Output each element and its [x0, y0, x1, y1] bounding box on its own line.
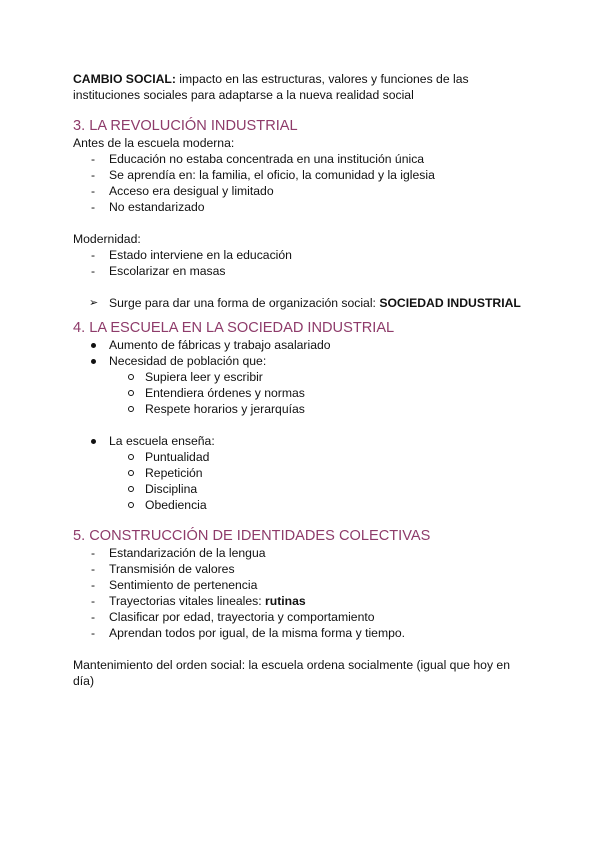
intro-term: CAMBIO SOCIAL: [73, 72, 176, 86]
sub-list-item: Repetición [109, 465, 533, 481]
list-item-label: La escuela enseña: [109, 434, 215, 448]
trajectory-bold: rutinas [265, 594, 306, 608]
section-5-heading: 5. CONSTRUCCIÓN DE IDENTIDADES COLECTIVAS [73, 528, 431, 544]
arrow-text: Surge para dar una forma de organización social: [109, 296, 380, 310]
list-item: - Se aprendía en: la familia, el oficio, la comunidad y la iglesia [73, 167, 533, 183]
sub-list-item: Respete horarios y jerarquías [109, 401, 533, 417]
list-item: - Estandarización de la lengua [73, 545, 533, 561]
section-4-heading: 4. LA ESCUELA EN LA SOCIEDAD INDUSTRIAL [73, 320, 395, 336]
closing-paragraph: Mantenimiento del orden social: la escuela ordena socialmente (igual que hoy en día) [73, 658, 510, 688]
arrow-list [73, 295, 533, 311]
list-item [73, 593, 533, 609]
before-label: Antes de la escuela moderna: [73, 136, 235, 150]
modern-list [73, 247, 533, 279]
list-item: - Transmisión de valores [73, 561, 533, 577]
list-item [73, 353, 533, 417]
modern-label: Modernidad: [73, 232, 141, 246]
teaches-sublist [109, 449, 533, 513]
list-item: - Clasificar por edad, trayectoria y comportamiento [73, 609, 533, 625]
intro-text: impacto en las estructuras, valores y funciones de las instituciones sociales para adaptarse a la nueva realidad social [73, 72, 469, 102]
list-item [73, 433, 533, 513]
sub-list-item: Entendiera órdenes y normas [109, 385, 533, 401]
list-item: - Escolarizar en masas [73, 263, 533, 279]
sub-list-item: Supiera leer y escribir [109, 369, 533, 385]
sub-list-item: Obediencia [109, 497, 533, 513]
list-item: - Sentimiento de pertenencia [73, 577, 533, 593]
section-3-heading: 3. LA REVOLUCIÓN INDUSTRIAL [73, 118, 298, 134]
intro-paragraph [73, 71, 533, 103]
teaches-list [73, 433, 533, 513]
list-item: - Estado interviene en la educación [73, 247, 533, 263]
list-item: - Acceso era desigual y limitado [73, 183, 533, 199]
needs-sublist [109, 369, 533, 417]
arrow-bold: SOCIEDAD INDUSTRIAL [379, 296, 521, 310]
list-item: - No estandarizado [73, 199, 533, 215]
before-list [73, 151, 533, 215]
list-item-label: Necesidad de población que: [109, 354, 267, 368]
sub-list-item: Disciplina [109, 481, 533, 497]
document-page [73, 71, 533, 689]
list-item: Aumento de fábricas y trabajo asalariado [73, 337, 533, 353]
list-item: - Educación no estaba concentrada en una institución única [73, 151, 533, 167]
industry-list [73, 337, 533, 417]
trajectory-text: Trayectorias vitales lineales: [109, 594, 266, 608]
identity-list [73, 545, 533, 641]
sub-list-item: Puntualidad [109, 449, 533, 465]
list-item: - Aprendan todos por igual, de la misma forma y tiempo. [73, 625, 533, 641]
arrow-item [73, 295, 533, 311]
